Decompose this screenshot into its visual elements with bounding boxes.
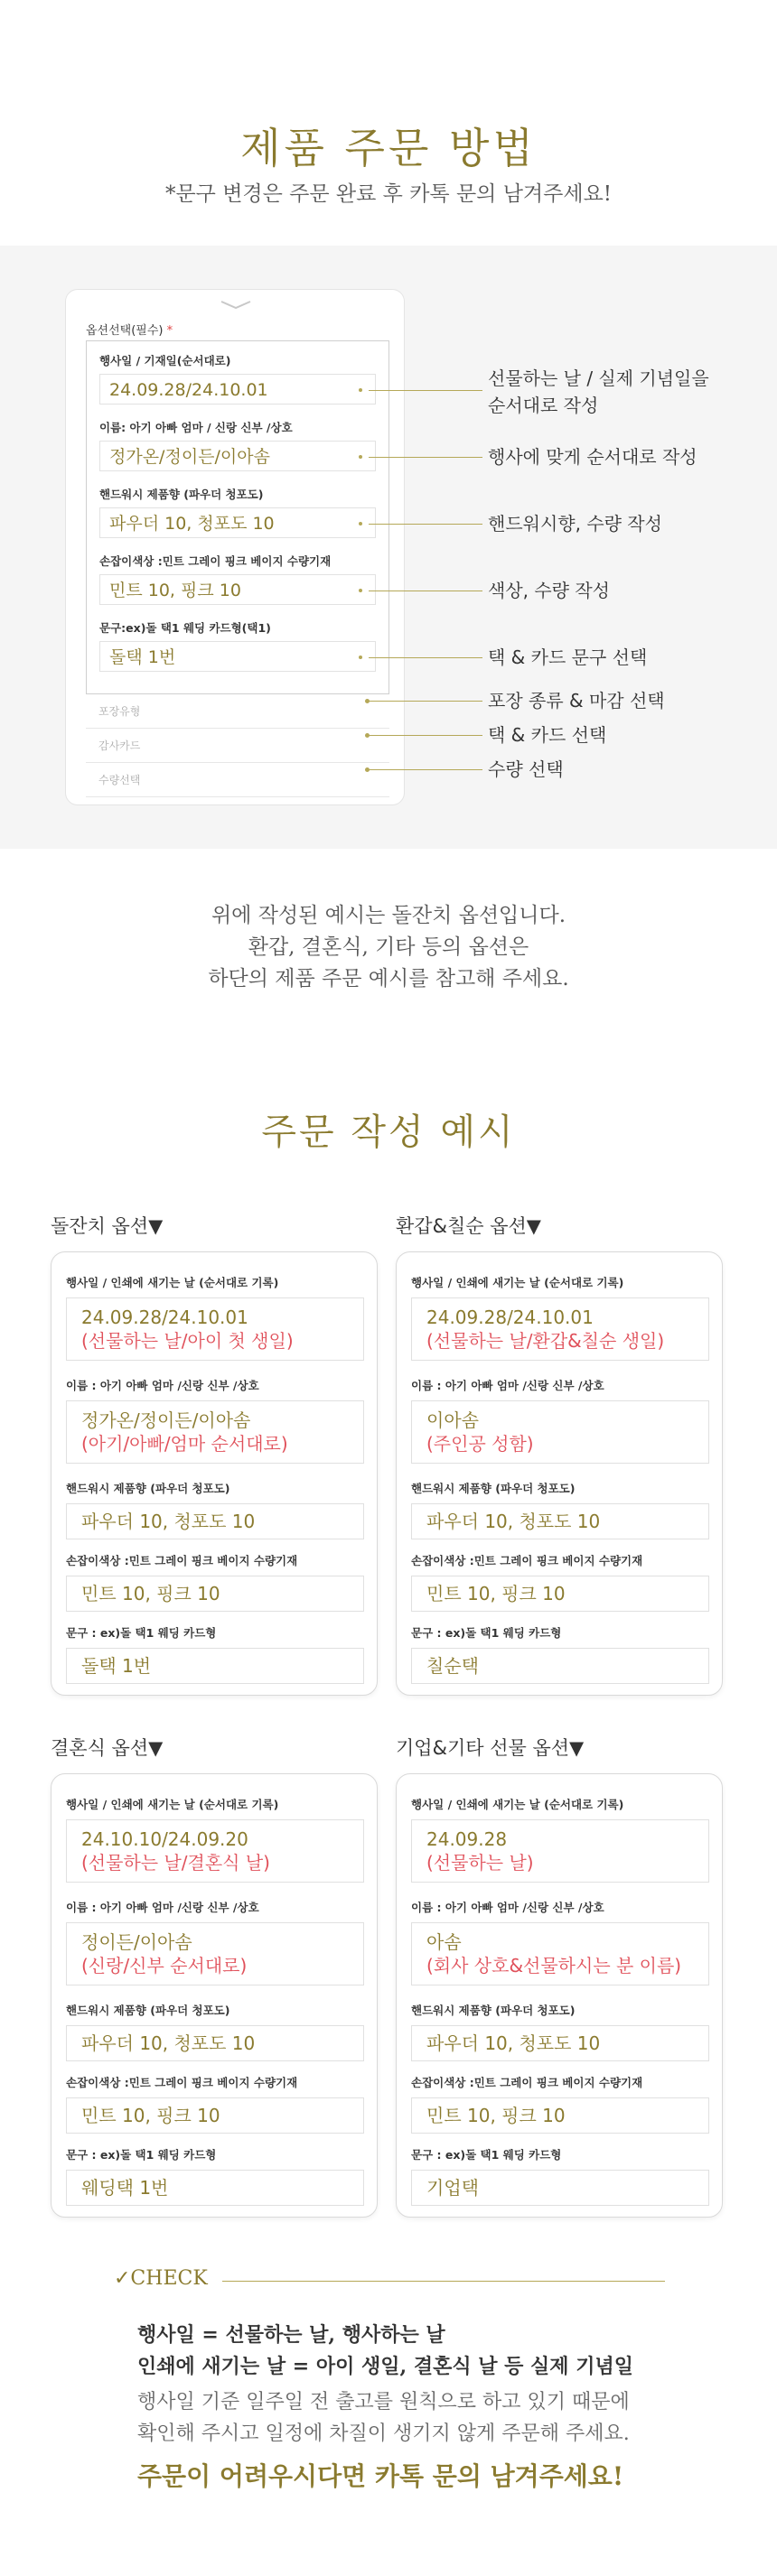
dot-icon — [359, 656, 362, 659]
leader-line — [369, 735, 482, 736]
leader-line — [369, 769, 482, 770]
dot-icon — [365, 733, 370, 738]
field-value-color[interactable]: 민트 10, 핑크 10 — [99, 574, 376, 605]
check-line-2: 인쇄에 새기는 날 = 아이 생일, 결혼식 날 등 실제 기념일 — [137, 2355, 633, 2378]
field-label-text: 문구:ex)돌 택1 웨딩 카드형(택1) — [99, 621, 271, 635]
field-value-scent[interactable]: 파우더 10, 청포도 10 — [99, 507, 376, 538]
example-value-color: 민트 10, 핑크 10 — [66, 1576, 364, 1612]
example-label: 손잡이색상 :민트 그레이 핑크 베이지 수량기재 — [411, 1554, 643, 1567]
example-value-text: 돌택 1번 — [66, 1648, 364, 1684]
leader-line — [369, 457, 482, 458]
leader-line — [369, 524, 482, 525]
select-quantity[interactable]: 수량선택 — [86, 763, 389, 797]
check-line-1: 행사일 = 선물하는 날, 행사하는 날 — [137, 2323, 445, 2347]
annotation-name: 행사에 맞게 순서대로 작성 — [488, 446, 697, 468]
example-label: 행사일 / 인쇄에 새기는 날 (순서대로 기록) — [66, 1798, 279, 1811]
annotation-date: 선물하는 날 / 실제 기념일을 순서대로 작성 — [488, 367, 709, 416]
example-label: 손잡이색상 :민트 그레이 핑크 베이지 수량기재 — [66, 1554, 298, 1567]
divider — [222, 2281, 665, 2282]
annotation-quantity: 수량 선택 — [488, 758, 564, 780]
check-header — [114, 2267, 665, 2294]
example-value-date: 24.09.28/24.10.01 (선물하는 날/아이 첫 생일) — [66, 1297, 364, 1361]
example-heading: 기업&기타 선물 옵션▼ — [396, 1737, 585, 1759]
select-thanks-card[interactable]: 감사카드 — [86, 729, 389, 763]
dot-icon — [359, 455, 362, 459]
dot-icon — [365, 767, 370, 772]
example-label: 이름 : 아기 아빠 엄마 /신랑 신부 /상호 — [411, 1901, 604, 1914]
middle-text-3: 하단의 제품 주문 예시를 참고해 주세요. — [208, 967, 569, 990]
example-value-scent: 파우더 10, 청포도 10 — [411, 2025, 709, 2061]
example-label: 행사일 / 인쇄에 새기는 날 (순서대로 기록) — [411, 1798, 624, 1811]
example-value-color: 민트 10, 핑크 10 — [66, 2097, 364, 2134]
select-packaging[interactable]: 포장유형 — [86, 694, 389, 729]
dot-icon — [365, 699, 370, 703]
example-value-text: 기업택 — [411, 2170, 709, 2206]
example-value-date: 24.09.28 (선물하는 날) — [411, 1819, 709, 1883]
example-value-name: 이아솜 (주인공 성함) — [411, 1400, 709, 1464]
example-heading: 환갑&칠순 옵션▼ — [396, 1215, 541, 1237]
annotation-scent: 핸드워시향, 수량 작성 — [488, 513, 662, 535]
dot-icon — [359, 388, 362, 392]
example-card-dol — [51, 1251, 378, 1696]
option-card-title: 옵션선택(필수) * — [86, 324, 173, 338]
example-label: 행사일 / 인쇄에 새기는 날 (순서대로 기록) — [66, 1276, 279, 1289]
check-line-3: 행사일 기준 일주일 전 출고를 원칙으로 하고 있기 때문에 — [137, 2391, 630, 2413]
example-label: 문구 : ex)돌 택1 웨딩 카드형 — [411, 1626, 562, 1640]
example-value-name: 정가온/정이든/이아솜 (아기/아빠/엄마 순서대로) — [66, 1400, 364, 1464]
example-card-corporate — [396, 1773, 723, 2218]
example-heading: 돌잔치 옵션▼ — [51, 1215, 164, 1237]
example-label: 문구 : ex)돌 택1 웨딩 카드형 — [66, 2148, 217, 2162]
example-value-text: 웨딩택 1번 — [66, 2170, 364, 2206]
middle-text-1: 위에 작성된 예시는 돌잔치 옵션입니다. — [211, 904, 566, 927]
annotation-color: 색상, 수량 작성 — [488, 580, 610, 601]
example-label: 이름 : 아기 아빠 엄마 /신랑 신부 /상호 — [66, 1379, 259, 1392]
example-label: 이름 : 아기 아빠 엄마 /신랑 신부 /상호 — [411, 1379, 604, 1392]
example-value-color: 민트 10, 핑크 10 — [411, 2097, 709, 2134]
example-value-text: 칠순택 — [411, 1648, 709, 1684]
example-value-scent: 파우더 10, 청포도 10 — [411, 1503, 709, 1539]
option-card — [65, 289, 405, 805]
field-label-scent: 핸드워시 제품향 (파우더 청포도) — [99, 488, 264, 501]
example-label: 핸드워시 제품향 (파우더 청포도) — [66, 2004, 230, 2017]
example-label: 문구 : ex)돌 택1 웨딩 카드형 — [66, 1626, 217, 1640]
page-subtitle: *문구 변경은 주문 완료 후 카톡 문의 남겨주세요! — [164, 182, 613, 206]
page-title: 제품 주문 방법 — [240, 124, 537, 172]
check-label: ✓CHECK — [114, 2267, 208, 2290]
example-label: 손잡이색상 :민트 그레이 핑크 베이지 수량기재 — [66, 2076, 298, 2089]
dot-icon — [359, 522, 362, 525]
annotation-card: 택 & 카드 선택 — [488, 724, 607, 746]
examples-title: 주문 작성 예시 — [261, 1111, 516, 1153]
leader-line — [369, 701, 482, 702]
example-label: 행사일 / 인쇄에 새기는 날 (순서대로 기록) — [411, 1276, 624, 1289]
example-heading: 결혼식 옵션▼ — [51, 1737, 164, 1759]
annotation-packaging: 포장 종류 & 마감 선택 — [488, 690, 665, 711]
field-value-name[interactable]: 정가온/정이든/이아솜 — [99, 441, 376, 471]
field-value-date[interactable]: 24.09.28/24.10.01 — [99, 374, 376, 405]
example-card-wedding — [51, 1773, 378, 2218]
field-label-color: 손잡이색상 :민트 그레이 핑크 베이지 수량기재 — [99, 554, 332, 568]
leader-line — [369, 390, 482, 391]
example-label: 손잡이색상 :민트 그레이 핑크 베이지 수량기재 — [411, 2076, 643, 2089]
example-value-name: 아솜 (회사 상호&선물하시는 분 이름) — [411, 1922, 709, 1985]
middle-text-2: 환갑, 결혼식, 기타 등의 옵션은 — [248, 935, 529, 959]
annotation-text: 택 & 카드 문구 선택 — [488, 646, 648, 668]
example-value-color: 민트 10, 핑크 10 — [411, 1576, 709, 1612]
example-value-scent: 파우더 10, 청포도 10 — [66, 2025, 364, 2061]
leader-line — [369, 657, 482, 658]
field-label-name: 이름: 아기 아빠 엄마 / 신랑 신부 /상호 — [99, 421, 293, 434]
dot-icon — [359, 589, 362, 592]
option-fields-box — [86, 340, 389, 694]
example-label: 문구 : ex)돌 택1 웨딩 카드형 — [411, 2148, 562, 2162]
example-value-date: 24.10.10/24.09.20 (선물하는 날/결혼식 날) — [66, 1819, 364, 1883]
chevron-down-icon — [218, 299, 254, 310]
example-label: 핸드워시 제품향 (파우더 청포도) — [66, 1482, 230, 1495]
example-value-name: 정이든/이아솜 (신랑/신부 순서대로) — [66, 1922, 364, 1985]
required-mark: * — [166, 324, 173, 338]
example-label: 핸드워시 제품향 (파우더 청포도) — [411, 1482, 576, 1495]
example-label: 핸드워시 제품향 (파우더 청포도) — [411, 2004, 576, 2017]
check-final: 주문이 어려우시다면 카톡 문의 남겨주세요! — [137, 2461, 624, 2491]
example-value-date: 24.09.28/24.10.01 (선물하는 날/환갑&칠순 생일) — [411, 1297, 709, 1361]
check-line-4: 확인해 주시고 일정에 차질이 생기지 않게 주문해 주세요. — [137, 2423, 630, 2445]
example-card-hwangap — [396, 1251, 723, 1696]
field-value-text[interactable]: 돌택 1번 — [99, 641, 376, 672]
example-label: 이름 : 아기 아빠 엄마 /신랑 신부 /상호 — [66, 1901, 259, 1914]
example-value-scent: 파우더 10, 청포도 10 — [66, 1503, 364, 1539]
field-label-date: 행사일 / 기재일(순서대로) — [99, 354, 231, 367]
